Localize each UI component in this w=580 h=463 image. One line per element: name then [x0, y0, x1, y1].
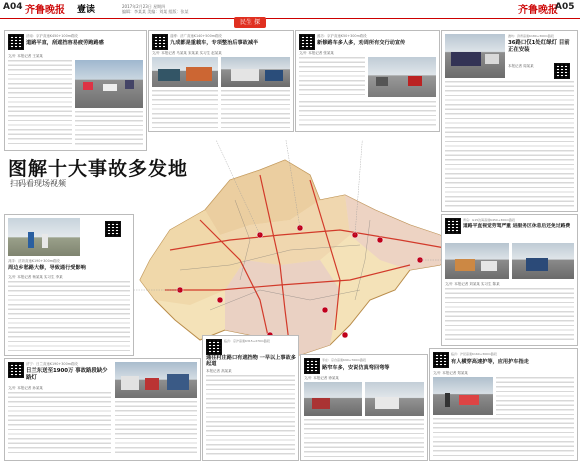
story-byline: 本报记者 高某某 [206, 369, 232, 373]
story-route: 青岛：G15沈海高速K450+300m路段 [463, 218, 515, 222]
qr-code[interactable] [105, 221, 121, 237]
qr-code[interactable] [304, 358, 320, 374]
qr-code[interactable] [8, 34, 24, 50]
story-body [152, 90, 218, 128]
marker-linyi-2 [342, 332, 348, 338]
story-headline: 36路口仅1处红绿灯 目前正在安装 [508, 40, 570, 53]
story-body [75, 111, 143, 147]
newspaper-logo-left: 齐鲁晚报 [25, 5, 65, 16]
story-byline: 本报记者 周某某 [508, 64, 534, 68]
qr-code[interactable] [8, 362, 24, 378]
story-qingdao [441, 214, 578, 346]
story-route: 济宁：日兰高速K190+300m路段 [26, 362, 78, 366]
story-linyi-junction [202, 335, 299, 461]
story-heze [4, 214, 134, 356]
feature-subtitle: 扫码看现场视频 [10, 179, 66, 188]
qr-code[interactable] [206, 339, 222, 355]
story-jining [4, 358, 201, 461]
story-body [206, 375, 295, 457]
story-body [304, 419, 424, 457]
feature-badge: 民生 探 [234, 17, 266, 28]
story-headline: 通往村庄路口有遮挡物 一早以上事故多起道 [206, 355, 296, 368]
story-headline: 有人横穿高速护等，应用护车指走 [451, 359, 529, 365]
marker-linyi [322, 307, 328, 313]
issue-staff: 编辑：李某某 美编：刘某 组版：张某 [122, 9, 189, 14]
story-body [8, 60, 72, 146]
story-photo [445, 243, 509, 279]
story-headline: 九成都是重载车，专项整治后事故减半 [170, 40, 259, 46]
story-route: 菏泽：济菏高速K190+300m路段 [8, 259, 60, 263]
qr-code[interactable] [152, 34, 168, 50]
story-photo [445, 34, 505, 78]
story-headline: 新修路车多人多，劝周所有交行动宣传 [317, 40, 406, 46]
story-byline: 文/片 本报记者 杨某某 实习生 李某 [8, 275, 63, 279]
story-photo [152, 57, 218, 87]
story-jinan [4, 30, 147, 151]
story-body [8, 281, 130, 351]
story-body [299, 57, 365, 97]
story-photo [75, 60, 143, 108]
story-body [445, 288, 574, 342]
story-byline: 文/片 本报记者 孙某某 [8, 386, 43, 390]
story-body [8, 392, 111, 456]
story-weifang-junction [441, 30, 578, 212]
story-headline: 日兰东送至1900万 事故路段缺少路灯 [26, 368, 108, 381]
story-byline: 文/片 本报记者 刘某某 实习生 陈某 [445, 282, 500, 286]
story-headline: 周边乡愁路大修，导致通行受影响 [8, 265, 86, 271]
story-headline: 道路平直视觉劳驾严重 进服务区休息后还免过路费 [463, 224, 571, 229]
qr-code[interactable] [445, 218, 461, 234]
story-photo [304, 382, 362, 416]
story-photo [512, 243, 574, 279]
section-name: 壹读 [77, 5, 96, 15]
story-body [496, 377, 574, 415]
story-route: 潍坊：京沪高速K50+300m路段 [317, 34, 367, 38]
qr-code[interactable] [299, 34, 315, 50]
story-body [433, 418, 574, 456]
story-byline: 文/片 本报记者 徐某某 [304, 376, 339, 380]
story-photo [433, 377, 493, 415]
story-route: 临沂：沪昆高速K160+300m路段 [451, 352, 497, 356]
story-photo [365, 382, 424, 416]
story-photo [221, 57, 290, 87]
story-byline: 文/片 本报记者 张某某 [299, 51, 334, 55]
marker-jining [217, 297, 223, 303]
issue-meta [122, 4, 192, 14]
qr-code[interactable] [554, 63, 570, 79]
story-route: 临沂：京沪高速K315+270m路段 [224, 339, 270, 343]
story-zibo [148, 30, 294, 132]
story-photo [115, 362, 197, 398]
page-number-left: A04 [3, 2, 23, 12]
story-route: 潍坊：济青高速K180+300m路段 [508, 34, 554, 38]
story-zaozhuang [300, 354, 428, 461]
story-route: 济南：京沪高速K450+100m路段 [26, 34, 78, 38]
story-route: 淄博：济广高速K140+500m路段 [170, 34, 222, 38]
story-photo [8, 218, 80, 256]
story-body [445, 81, 574, 207]
page-header [0, 0, 580, 19]
story-linyi-pedestrian [429, 348, 578, 461]
story-route: 枣庄：京台高速K90+700m路段 [322, 358, 366, 362]
story-byline: 文/片 本报记者 王某某 [8, 54, 43, 58]
newspaper-logo-right: 齐鲁晚报 [518, 5, 558, 16]
story-body [221, 90, 290, 128]
feature-title: 图解十大事故多发地 [8, 158, 189, 180]
story-body [115, 401, 197, 456]
story-byline: 文/片 本报记者 郑某某 [433, 371, 468, 375]
story-byline: 文/片 本报记者 马某某 宋某某 实习生 赵某某 [152, 51, 222, 55]
page-number-right: A05 [555, 2, 575, 12]
marker-weifang-2 [377, 237, 383, 243]
qr-code[interactable] [433, 352, 449, 368]
story-weifang [295, 30, 440, 132]
story-body [299, 101, 436, 128]
issue-date: 2017年2月23日 星期四 [122, 4, 166, 9]
story-headline: 道路平直，刮遮挡容易疲劳跑路感 [26, 40, 104, 46]
story-photo [368, 57, 436, 97]
story-headline: 路窄车多，安说仿真弯回弯等 [322, 365, 390, 371]
